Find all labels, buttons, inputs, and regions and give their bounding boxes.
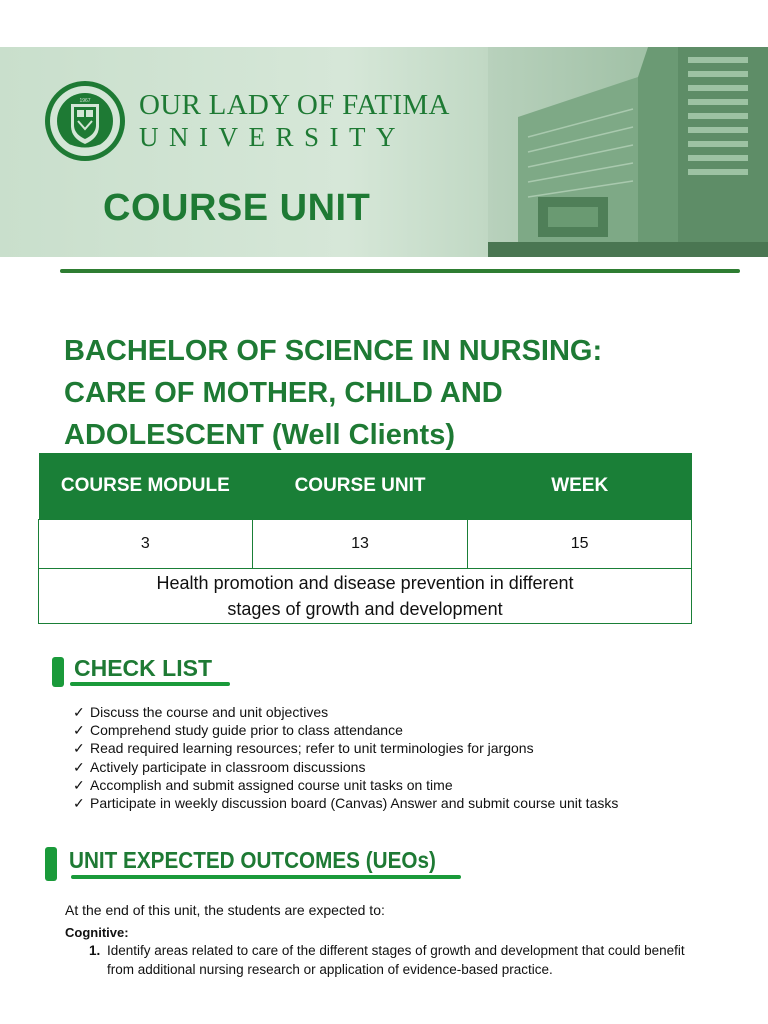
check-icon: ✓ [73, 740, 85, 757]
list-item [73, 739, 618, 757]
checklist-heading: CHECK LIST [74, 655, 212, 681]
building-photo [488, 47, 768, 257]
university-name [139, 91, 450, 151]
checklist-heading-block [52, 655, 230, 687]
outcome-text-line1: Identify areas related to care of the different stages of growth and development that could benefit [107, 943, 685, 958]
banner-title: COURSE UNIT [103, 187, 371, 229]
table-row [39, 569, 692, 624]
check-icon: ✓ [73, 758, 85, 775]
check-icon: ✓ [73, 704, 85, 720]
heading-underline [71, 875, 461, 879]
list-item [73, 794, 618, 812]
check-icon: ✓ [73, 722, 85, 739]
unit-description [39, 569, 692, 624]
list-item [73, 776, 618, 794]
header-course-unit: COURSE UNIT [252, 453, 468, 520]
unit-description-line1: Health promotion and disease prevention in different [156, 573, 574, 593]
university-name-line2: UNIVERSITY [139, 122, 406, 152]
list-item-text: Accomplish and submit assigned course unit tasks on time [90, 776, 453, 793]
header-divider [60, 269, 740, 273]
course-title [64, 330, 724, 456]
outcomes-heading-block [45, 845, 477, 881]
cell-week: 15 [468, 520, 692, 569]
outcome-item [89, 941, 709, 979]
university-seal-logo [44, 80, 126, 162]
list-item [73, 758, 618, 776]
outcomes-heading: UNIT EXPECTED OUTCOMES (UEOs) [69, 847, 436, 873]
cell-course-module: 3 [39, 520, 253, 569]
heading-underline [70, 682, 230, 686]
list-item-text: Read required learning resources; refer to unit terminologies for jargons [90, 740, 534, 757]
cell-course-unit: 13 [252, 520, 468, 569]
list-item-text: Participate in weekly discussion board (Canvas) Answer and submit course unit tasks [90, 795, 619, 812]
university-name-line1: OUR LADY OF FATIMA [139, 89, 450, 121]
list-item-text: Discuss the course and unit objectives [90, 704, 329, 720]
list-item [73, 703, 618, 721]
outcome-number: 1. [89, 943, 101, 958]
heading-accent-bar [52, 657, 64, 687]
outcome-text-line2: from additional nursing research or application of evidence-based practice. [107, 962, 553, 977]
list-item-text: Comprehend study guide prior to class attendance [90, 722, 403, 739]
table-row [39, 520, 692, 569]
header-course-module: COURSE MODULE [39, 453, 253, 520]
cognitive-label: Cognitive: [65, 925, 129, 940]
check-icon: ✓ [73, 795, 85, 812]
seal-year: 1967 [79, 98, 91, 104]
list-item [73, 721, 618, 739]
course-title-line1: BACHELOR OF SCIENCE IN NURSING: [64, 335, 603, 367]
course-title-line3: ADOLESCENT (Well Clients) [64, 419, 455, 451]
check-icon: ✓ [73, 776, 85, 793]
header-banner [0, 47, 768, 257]
list-item-text: Actively participate in classroom discussions [90, 758, 366, 775]
header-week: WEEK [468, 453, 692, 520]
checklist [73, 703, 618, 812]
unit-description-line2: stages of growth and development [227, 599, 503, 619]
course-info-table [38, 453, 692, 624]
heading-accent-bar [45, 847, 57, 881]
outcomes-intro: At the end of this unit, the students are expected to: [65, 902, 385, 918]
table-header-row [39, 453, 692, 520]
course-title-line2: CARE OF MOTHER, CHILD AND [64, 377, 503, 409]
